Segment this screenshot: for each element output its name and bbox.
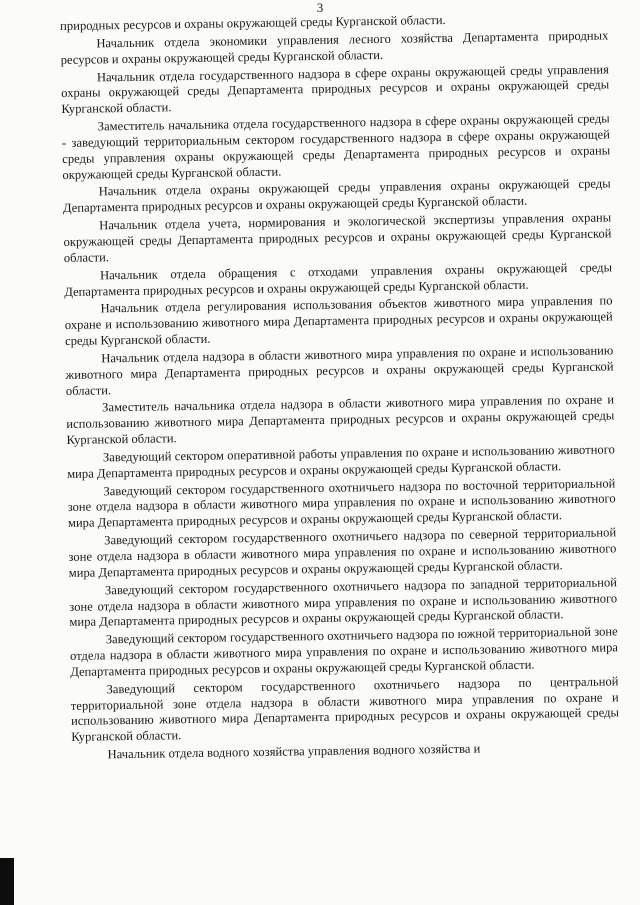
paragraph-accounting-expertise-head: Начальник отдела учета, нормирования и экологической экспертизы управления охраны окружающей среды Департамента природных ресурсов и охраны окружающей среды Курганской области. — [63, 210, 612, 265]
paragraph-state-supervision-head: Начальник отдела государственного надзора в сфере охраны окружающей среды управления охраны окружающей среды Департамента природных ресурсов и охраны окружающей среды Курганской области. — [61, 61, 610, 117]
scan-edge-shadow — [0, 858, 14, 905]
paragraph-waste-management-head: Начальник отдела обращения с отходами управления охраны окружающей среды Департамента природных ресурсов и охраны окружающей среды Курганской области. — [64, 260, 613, 299]
paragraph-environment-protection-head: Начальник отдела охраны окружающей среды управления охраны окружающей среды Департамента природных ресурсов и охраны окружающей среды Курганской области. — [62, 176, 611, 216]
paragraph-operational-sector-head: Заведующий сектором оперативной работы управления по охране и использованию животного мира Департамента природных ресурсов и охраны окружающей среды Курганской области. — [67, 442, 615, 481]
paragraph-water-management-head: Начальник отдела водного хозяйства управления водного хозяйства и — [107, 741, 481, 762]
paragraph-central-zone-sector: Заведующий сектором государственного охотничьего надзора по центральной территориальной зоне отдела надзора в области животного мира управления по охране и использованию животного мира Департамента природных ресурсов и охраны окружающей среды Курганской области. — [70, 674, 620, 745]
paragraph-southern-zone-sector: Заведующий сектором государственного охотничьего надзора по южной территориальной зоне отдела надзора в области животного мира управления по охране и использованию животного мира Департамента природных ресурсов и охраны окружающей среды Курганской области. — [69, 624, 619, 679]
page-number: 3 — [316, 0, 324, 15]
paragraph-eastern-zone-sector: Заведующий сектором государственного охотничьего надзора по восточной территориальной зоне отдела надзора в области животного мира управления по охране и использованию животного мира Департамента природных ресурсов и охраны окружающей среды Курганской области. — [67, 475, 616, 531]
document-body — [60, 10, 620, 765]
paragraph-western-zone-sector: Заведующий сектором государственного охотничьего надзора по западной территориальной зоне отдела надзора в области животного мира управления по охране и использованию животного мира Департамента природных ресурсов и охраны окружающей среды Курганской области. — [69, 575, 618, 630]
paragraph-state-supervision-deputy: Заместитель начальника отдела государственного надзора в сфере охраны окружающей среды - заведующий территориальным сектором государственного надзора в сфере охраны окружающей среды управления охраны окружающей среды Департамента природных ресурсов и охраны окружающей среды Курганской области. — [61, 111, 611, 182]
paragraph-economics-department: Начальник отдела экономики управления лесного хозяйства Департамента природных ресурсов и охраны окружающей среды Курганской области. — [60, 28, 609, 67]
paragraph-wildlife-supervision-deputy: Заместитель начальника отдела надзора в области животного мира управления по охране и использованию животного мира Департамента природных ресурсов и охраны окружающей среды Курганской области. — [66, 392, 615, 448]
paragraph-northern-zone-sector: Заведующий сектором государственного охотничьего надзора по северной территориальной зоне отдела надзора в области животного мира управления по охране и использованию животного мира Департамента природных ресурсов и охраны окружающей среды Курганской области. — [68, 525, 617, 580]
paragraph-continuation: природных ресурсов и охраны окружающей среды Курганской области. — [60, 12, 446, 33]
paragraph-wildlife-regulation-head: Начальник отдела регулирования использования объектов животного мира управления по охране и использованию животного мира Департамента природных ресурсов и охраны окружающей среды Курганской области. — [64, 293, 613, 348]
paragraph-wildlife-supervision-head: Начальник отдела надзора в области животного мира управления по охране и использованию животного мира Департамента природных ресурсов и охраны окружающей среды Курганской области. — [65, 343, 614, 398]
